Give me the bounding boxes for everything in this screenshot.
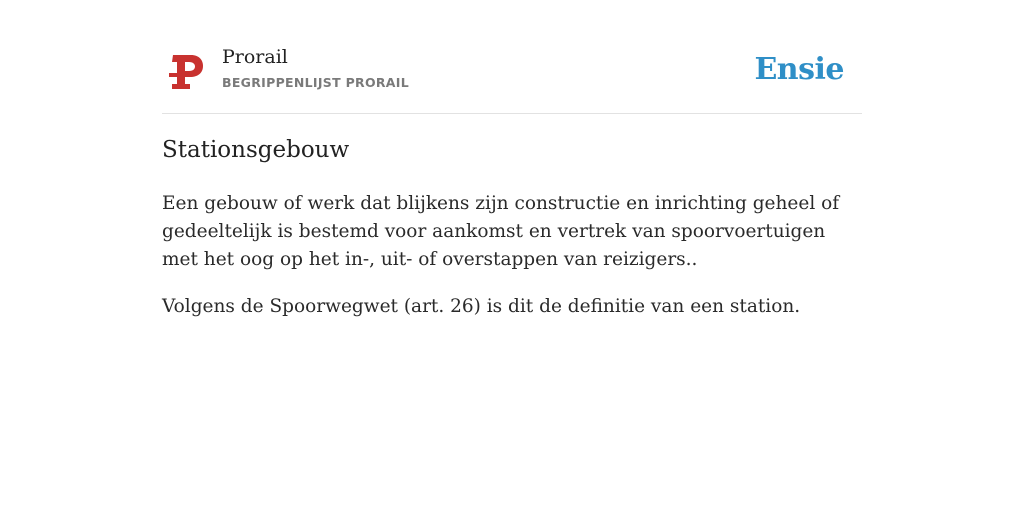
source-name[interactable]: Prorail xyxy=(222,46,288,68)
source-subtitle[interactable]: BEGRIPPENLIJST PRORAIL xyxy=(222,75,410,90)
term-definition: Een gebouw of werk dat blijkens zijn constructie en inrichting geheel of gedeeltelijk is bestemd voor aankomst en vertrek van spoorvoertuigen met het oog op het in-, uit- of overstappen van reizigers.. xyxy=(162,193,840,270)
page-header xyxy=(162,40,862,114)
prorail-p-logo-icon xyxy=(169,53,205,91)
term-title: Stationsgebouw xyxy=(162,137,350,163)
ensie-logo-link[interactable]: Ensie xyxy=(754,52,844,87)
term-note: Volgens de Spoorwegwet (art. 26) is dit de definitie van een station. xyxy=(162,296,801,317)
